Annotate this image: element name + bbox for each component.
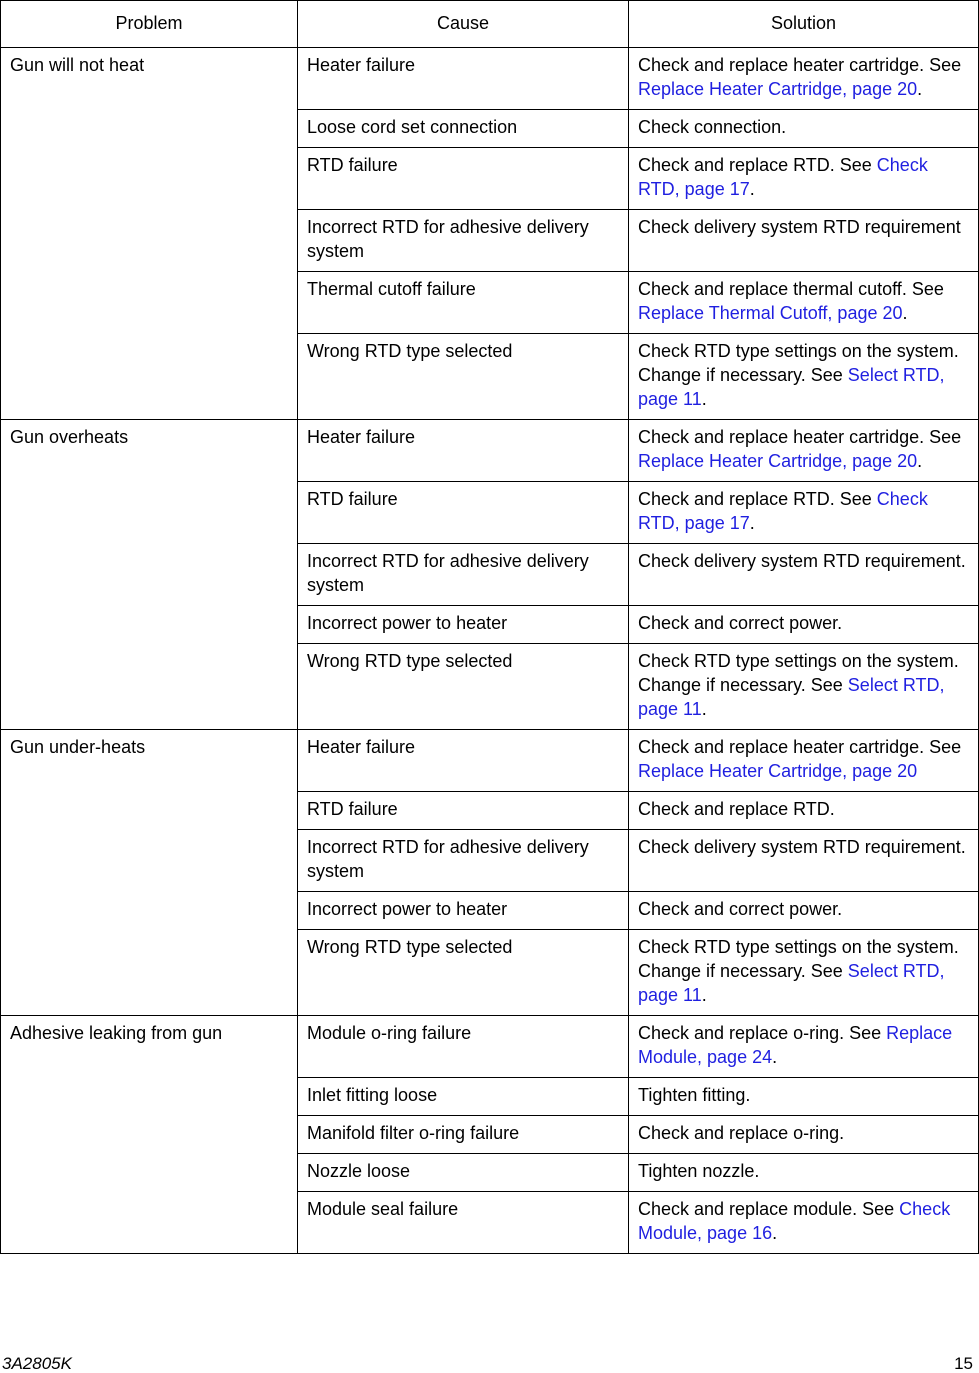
table-row [1,1016,979,1078]
problem-cell: Gun will not heat [1,48,298,420]
solution-text: Check RTD type settings on the system. Change if necessary. See [638,651,959,695]
cause-cell: Incorrect RTD for adhesive delivery system [298,830,629,892]
solution-cell [629,420,979,482]
solution-text: Check RTD type settings on the system. Change if necessary. See [638,937,959,981]
solution-punctuation: . [701,699,707,719]
solution-text: Check delivery system RTD requirement. [638,551,966,571]
solution-cell [629,210,979,272]
table-row [1,48,979,110]
solution-punctuation: . [917,79,923,99]
cause-cell: Wrong RTD type selected [298,644,629,730]
cross-reference-link[interactable]: Check Module, page 16 [638,1199,951,1243]
solution-punctuation: . [917,451,923,471]
header-row [1,1,979,48]
solution-text: Check and correct power. [638,899,843,919]
solution-text: Check and replace heater cartridge. See [638,427,962,447]
cross-reference-link[interactable]: Select RTD, page 11 [638,961,945,1005]
solution-cell [629,48,979,110]
cause-cell: Thermal cutoff failure [298,272,629,334]
cross-reference-link[interactable]: Replace Module, page 24 [638,1023,953,1067]
cross-reference-link[interactable]: Replace Heater Cartridge, page 20 [638,79,918,99]
solution-punctuation: . [772,1047,778,1067]
solution-text: Check connection. [638,117,787,137]
problem-cell: Adhesive leaking from gun [1,1016,298,1254]
solution-cell [629,1078,979,1116]
solution-text: Check and replace RTD. See [638,155,877,175]
cause-cell: RTD failure [298,482,629,544]
solution-cell [629,334,979,420]
cross-reference-link[interactable]: Select RTD, page 11 [638,675,945,719]
solution-punctuation: . [749,513,755,533]
solution-text: Check and replace heater cartridge. See [638,737,962,757]
solution-text: Check delivery system RTD requirement. [638,837,966,857]
cross-reference-link[interactable]: Select RTD, page 11 [638,365,945,409]
solution-punctuation: . [701,985,707,1005]
solution-cell [629,272,979,334]
solution-text: Check and replace RTD. [638,799,835,819]
solution-punctuation: . [749,179,755,199]
cause-cell: RTD failure [298,148,629,210]
cross-reference-link[interactable]: Check RTD, page 17 [638,489,928,533]
cause-cell: Inlet fitting loose [298,1078,629,1116]
solution-punctuation: . [902,303,908,323]
solution-cell [629,1116,979,1154]
problem-cell: Gun under-heats [1,730,298,1016]
solution-punctuation: . [772,1223,778,1243]
solution-cell [629,544,979,606]
solution-cell [629,1154,979,1192]
cause-cell: Heater failure [298,730,629,792]
solution-text: Check and replace RTD. See [638,489,877,509]
cause-cell: Manifold filter o-ring failure [298,1116,629,1154]
solution-text: Check RTD type settings on the system. Change if necessary. See [638,341,959,385]
cause-cell: Module o-ring failure [298,1016,629,1078]
cause-cell: Module seal failure [298,1192,629,1254]
header-cause: Cause [298,1,629,48]
solution-text: Tighten fitting. [638,1085,751,1105]
cause-cell: RTD failure [298,792,629,830]
table-row [1,420,979,482]
solution-punctuation: . [701,389,707,409]
solution-text: Check and replace heater cartridge. See [638,55,962,75]
cause-cell: Nozzle loose [298,1154,629,1192]
solution-cell [629,110,979,148]
solution-cell [629,830,979,892]
page-number: 15 [954,1354,973,1373]
cause-cell: Incorrect power to heater [298,892,629,930]
cause-cell: Incorrect power to heater [298,606,629,644]
cross-reference-link[interactable]: Check RTD, page 17 [638,155,928,199]
cause-cell: Wrong RTD type selected [298,334,629,420]
table-body [1,48,979,1254]
solution-cell [629,644,979,730]
solution-text: Check and replace o-ring. See [638,1023,887,1043]
solution-text: Check and replace o-ring. [638,1123,845,1143]
solution-cell [629,792,979,830]
cause-cell: Wrong RTD type selected [298,930,629,1016]
cause-cell: Heater failure [298,420,629,482]
solution-cell [629,1016,979,1078]
table-row [1,730,979,792]
header-problem: Problem [1,1,298,48]
solution-text: Check and correct power. [638,613,843,633]
cause-cell: Incorrect RTD for adhesive delivery system [298,210,629,272]
solution-cell [629,606,979,644]
cross-reference-link[interactable]: Replace Thermal Cutoff, page 20 [638,303,903,323]
solution-cell [629,892,979,930]
solution-text: Check and replace thermal cutoff. See [638,279,944,299]
header-solution: Solution [629,1,979,48]
solution-cell [629,730,979,792]
cross-reference-link[interactable]: Replace Heater Cartridge, page 20 [638,761,918,781]
cross-reference-link[interactable]: Replace Heater Cartridge, page 20 [638,451,918,471]
problem-cell: Gun overheats [1,420,298,730]
solution-cell [629,1192,979,1254]
cause-cell: Incorrect RTD for adhesive delivery system [298,544,629,606]
solution-cell [629,148,979,210]
solution-cell [629,930,979,1016]
solution-text: Check and replace module. See [638,1199,900,1219]
solution-text: Tighten nozzle. [638,1161,760,1181]
cause-cell: Loose cord set connection [298,110,629,148]
document-number: 3A2805K [2,1354,72,1373]
solution-cell [629,482,979,544]
table-header [1,1,979,48]
solution-text: Check delivery system RTD requirement [638,217,961,237]
cause-cell: Heater failure [298,48,629,110]
